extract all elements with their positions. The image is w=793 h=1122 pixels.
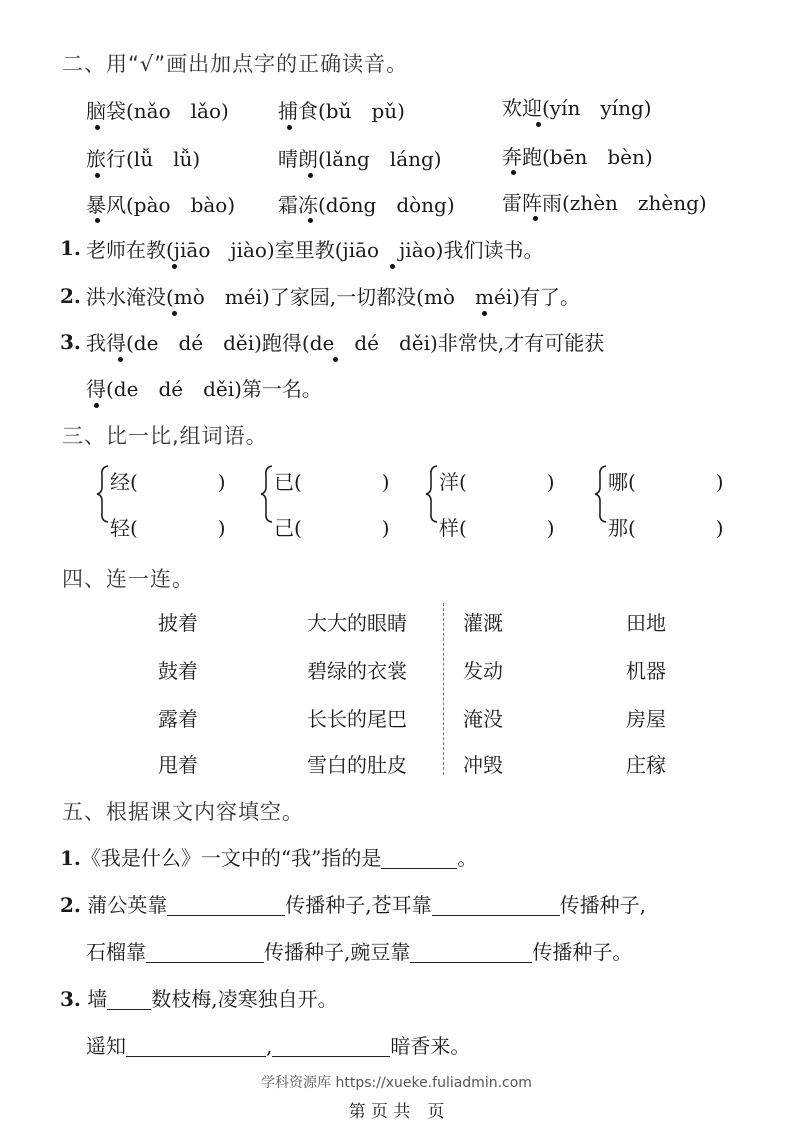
question-text: 传播种子, [559, 893, 646, 917]
match-item: 冲毁 [463, 753, 503, 777]
emphasis-dot [511, 170, 516, 175]
match-item: 雪白的肚皮 [307, 753, 407, 777]
answer-blank[interactable] [167, 895, 285, 916]
emphasis-dot [287, 125, 292, 130]
sentence-3: 我得(de dé děi)跑得(de dé děi)非常快,才有可能获 [86, 331, 605, 355]
match-item: 发动 [463, 659, 503, 683]
question-text: 墙 [87, 987, 108, 1011]
match-item: 碧绿的衣裳 [307, 659, 407, 683]
pinyin-item: 旅行(lǚ lǚ) [86, 147, 201, 171]
pinyin-item: 雷阵雨(zhèn zhèng) [502, 191, 707, 215]
emphasis-dot [482, 311, 487, 316]
page-number: 第 页 共 页 [348, 1102, 445, 1122]
sentence-1: 老师在教(jiāo jiào)室里教(jiāo jiào)我们读书。 [86, 238, 544, 262]
section-2-title: 二、用“√”画出加点字的正确读音。 [62, 52, 409, 76]
pinyin-item: 晴朗(lǎng láng) [278, 147, 442, 171]
fill-question-2-cont [86, 936, 632, 965]
question-text: 石榴靠 [86, 940, 146, 964]
question-text: 传播种子。 [532, 940, 633, 964]
word-char: 洋( ) [439, 470, 555, 494]
pinyin-item: 脑袋(nǎo lǎo) [86, 99, 229, 123]
section-3-title: 三、比一比,组词语。 [62, 424, 268, 448]
match-item: 鼓着 [158, 659, 198, 683]
fill-question-3 [60, 983, 338, 1012]
emphasis-dot [333, 357, 338, 362]
emphasis-dot [390, 264, 395, 269]
question-text: 数枝梅,凌寒独自开。 [151, 987, 338, 1011]
match-item: 庄稼 [626, 753, 666, 777]
pinyin-item: 霜冻(dōng dòng) [278, 193, 455, 217]
answer-blank[interactable] [381, 848, 457, 869]
emphasis-dot [308, 173, 313, 178]
pinyin-item: 捕食(bǔ pǔ) [278, 99, 405, 123]
divider-line [443, 603, 444, 775]
question-text: 。 [457, 846, 478, 870]
fill-question-1 [60, 842, 477, 871]
pinyin-item: 暴风(pào bào) [86, 193, 236, 217]
question-number: 1. [60, 236, 81, 260]
question-text: 暗香来。 [390, 1034, 471, 1058]
fill-question-3-cont [86, 1030, 470, 1059]
question-number: 2. [60, 893, 81, 917]
fill-question-2 [60, 889, 646, 918]
match-item: 淹没 [463, 707, 503, 731]
sentence-2: 洪水淹没(mò méi)了家园,一切都没(mò méi)有了。 [86, 285, 580, 309]
emphasis-dot [95, 125, 100, 130]
question-number: 1. [60, 846, 81, 870]
question-number: 3. [60, 987, 81, 1011]
emphasis-dot [172, 264, 177, 269]
question-text: 传播种子,苍耳靠 [285, 893, 432, 917]
answer-blank[interactable] [107, 989, 151, 1010]
word-char: 已( ) [274, 470, 390, 494]
left-brace [260, 465, 274, 523]
section-5-title: 五、根据课文内容填空。 [62, 800, 304, 824]
emphasis-dot [308, 218, 313, 223]
match-item: 机器 [626, 659, 666, 683]
question-text: 蒲公英靠 [87, 893, 168, 917]
emphasis-dot [172, 311, 177, 316]
emphasis-dot [533, 216, 538, 221]
left-brace [594, 465, 608, 523]
emphasis-dot [118, 357, 123, 362]
match-item: 露着 [158, 707, 198, 731]
pinyin-item: 奔跑(bēn bèn) [502, 145, 653, 169]
emphasis-dot [95, 173, 100, 178]
answer-blank[interactable] [432, 895, 560, 916]
question-text: 遥知 [86, 1034, 126, 1058]
emphasis-dot [536, 122, 541, 127]
word-char: 轻( ) [110, 516, 226, 540]
word-char: 那( ) [608, 516, 724, 540]
left-brace [96, 465, 110, 523]
word-char: 经( ) [110, 470, 226, 494]
question-text: 《我是什么》一文中的“我”指的是 [80, 846, 382, 870]
match-item: 田地 [626, 611, 666, 635]
match-item: 披着 [158, 611, 198, 635]
word-char: 哪( ) [608, 470, 724, 494]
word-char: 样( ) [439, 516, 555, 540]
sentence-3-cont: 得(de dé děi)第一名。 [86, 377, 322, 401]
question-text: 传播种子,豌豆靠 [264, 940, 411, 964]
match-item: 大大的眼睛 [307, 611, 407, 635]
emphasis-dot [94, 403, 99, 408]
pinyin-item: 欢迎(yín yíng) [502, 96, 652, 120]
watermark: 学科资源库 https://xueke.fuliadmin.com [261, 1075, 532, 1091]
answer-blank[interactable] [146, 942, 264, 963]
left-brace [425, 465, 439, 523]
emphasis-dot [95, 218, 100, 223]
answer-blank[interactable] [126, 1036, 266, 1057]
match-item: 长长的尾巴 [307, 707, 407, 731]
section-4-title: 四、连一连。 [62, 567, 194, 591]
answer-blank[interactable] [410, 942, 532, 963]
match-item: 甩着 [158, 753, 198, 777]
question-text: , [266, 1034, 273, 1058]
word-char: 己( ) [274, 516, 390, 540]
match-item: 房屋 [626, 707, 666, 731]
question-number: 3. [60, 330, 81, 354]
question-number: 2. [60, 284, 81, 308]
match-item: 灌溉 [463, 611, 503, 635]
answer-blank[interactable] [272, 1036, 390, 1057]
